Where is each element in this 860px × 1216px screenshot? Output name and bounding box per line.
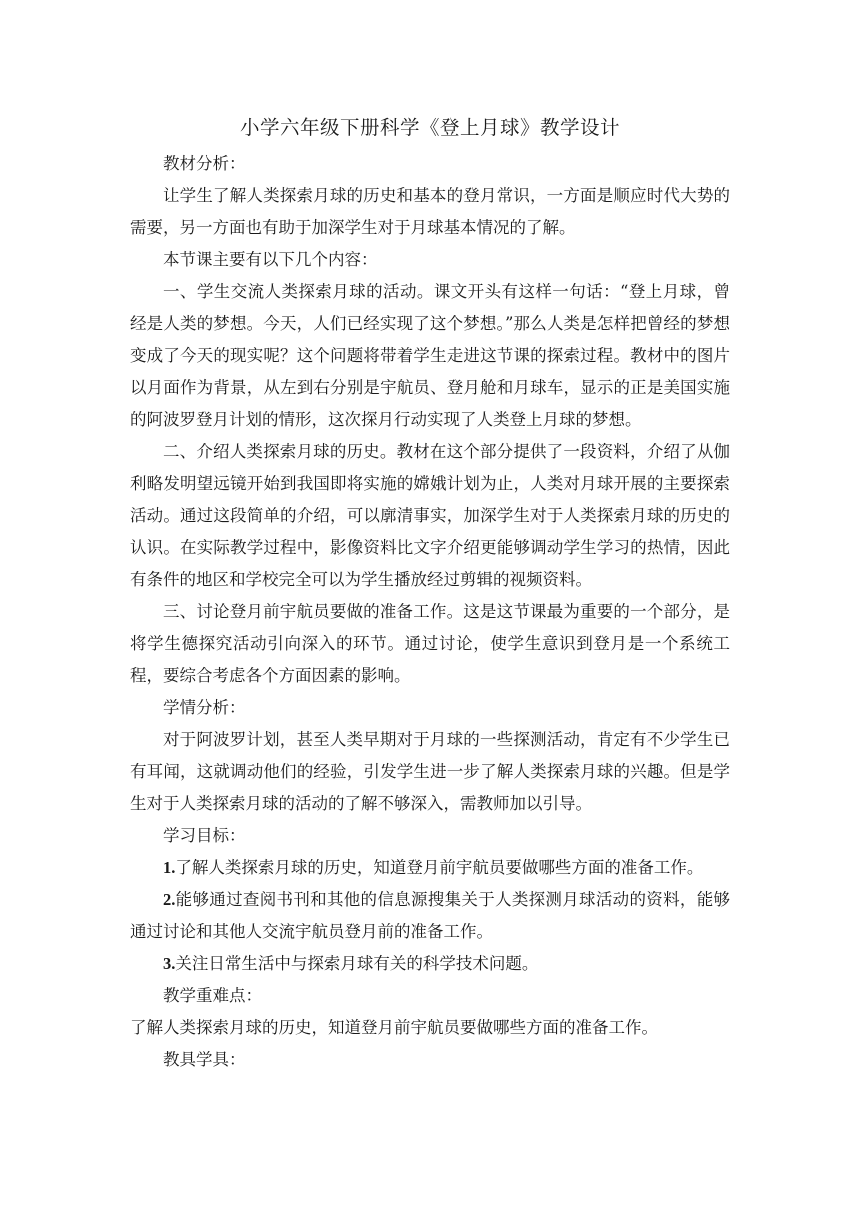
content-item-2: 二、介绍人类探索月球的历史。教材在这个部分提供了一段资料，介绍了从伽利略发明望远镜开始到我国即将实施的嫦娥计划为止，人类对月球开展的主要探索活动。通过这段简单的介绍，可以廓清事实，加深学生对于人类探索月球的历史的认识。在实际教学过程中，影像资料比文字介绍更能够调动学生学习的热情，因此有条件的地区和学校完全可以为学生播放经过剪辑的视频资料。: [130, 442, 730, 589]
objective-number: 1.: [163, 858, 176, 877]
content-item-3: 三、讨论登月前宇航员要做的准备工作。这是这节课最为重要的一个部分，是将学生德探究活动引向深入的环节。通过讨论，使学生意识到登月是一个系统工程，要综合考虑各个方面因素的影响。: [130, 602, 730, 685]
objective-number: 3.: [163, 954, 176, 973]
student-analysis-heading: 学情分析：: [163, 698, 246, 717]
learning-objective-2: [130, 884, 730, 948]
content-item-1: 一、学生交流人类探索月球的活动。课文开头有这样一句话：“登上月球，曾经是人类的梦想。今天，人们已经实现了这个梦想。”那么人类是怎样把曾经的梦想变成了今天的现实呢？这个问题将带着学生走进这节课的探索过程。教材中的图片以月面作为背景，从左到右分别是宇航员、登月舱和月球车，显示的正是美国实施的阿波罗登月计划的情形，这次探月行动实现了人类登上月球的梦想。: [130, 282, 730, 429]
key-points-body: 了解人类探索月球的历史，知道登月前宇航员要做哪些方面的准备工作。: [130, 1018, 658, 1037]
learning-objective-1: [130, 852, 730, 884]
document-title: 小学六年级下册科学《登上月球》教学设计: [239, 116, 620, 139]
key-points-heading: 教学重难点：: [163, 986, 262, 1005]
teaching-aids-heading: 教具学具：: [163, 1050, 246, 1069]
contents-heading: 本节课主要有以下几个内容：: [163, 250, 378, 269]
learning-objectives-heading: 学习目标：: [163, 826, 246, 845]
objective-text: 了解人类探索月球的历史，知道登月前宇航员要做哪些方面的准备工作。: [175, 858, 704, 877]
material-analysis-heading: 教材分析：: [163, 154, 246, 173]
objective-number: 2.: [163, 890, 176, 909]
material-analysis-intro: 让学生了解人类探索月球的历史和基本的登月常识，一方面是顺应时代大势的需要，另一方面也有助于加深学生对于月球基本情况的了解。: [130, 186, 730, 237]
student-analysis-body: 对于阿波罗计划，甚至人类早期对于月球的一些探测活动，肯定有不少学生已有耳闻，这就调动他们的经验，引发学生进一步了解人类探索月球的兴趣。但是学生对于人类探索月球的活动的了解不够深入，需教师加以引导。: [130, 730, 730, 813]
objective-text: 能够通过查阅书刊和其他的信息源搜集关于人类探测月球活动的资料，能够通过讨论和其他人交流宇航员登月前的准备工作。: [130, 890, 730, 941]
learning-objective-3: [130, 948, 730, 980]
objective-text: 关注日常生活中与探索月球有关的科学技术问题。: [175, 954, 539, 973]
